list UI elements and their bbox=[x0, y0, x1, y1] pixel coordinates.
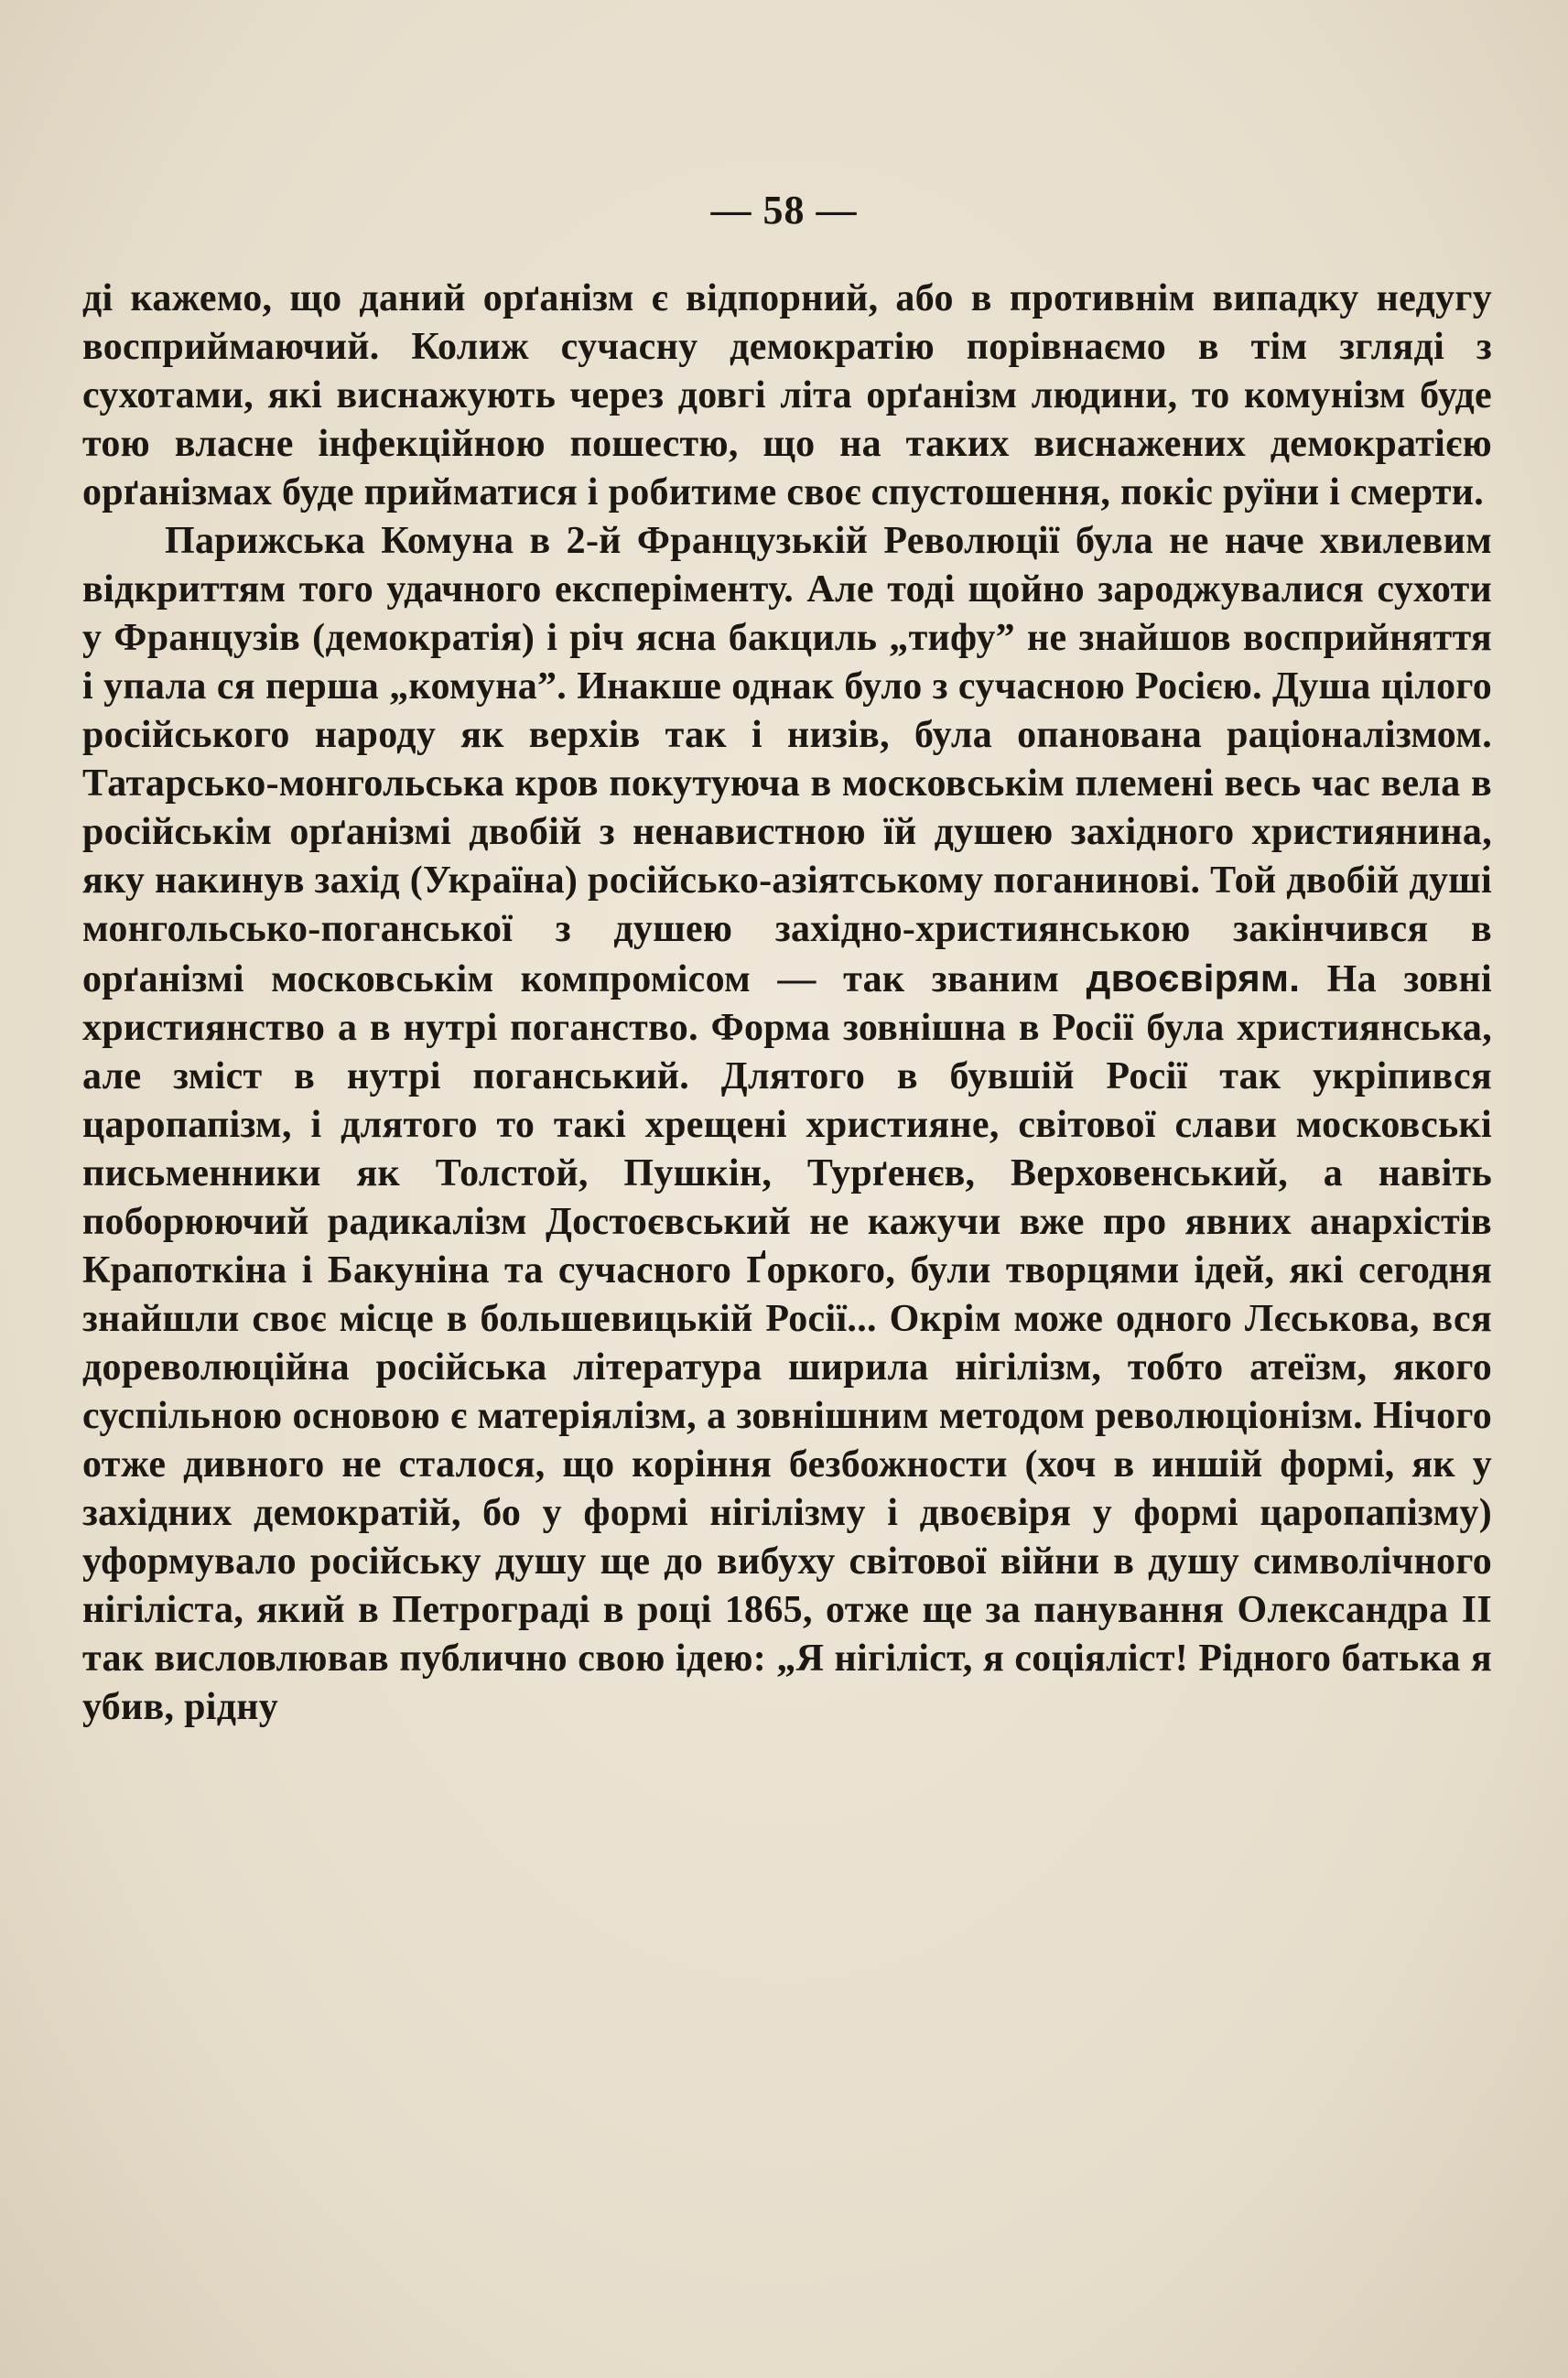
paragraph-2 bbox=[82, 517, 1492, 1732]
page-number: — 58 — bbox=[710, 188, 858, 232]
paragraph-2-text-before: Парижська Комуна в 2-й Французькій Революції була не наче хвилевим відкриттям того удачного експеріменту. Але тоді щойно зароджувалися сухоти у Французів (демократія) і річ ясна бакциль „тифу” не знайшов восприйняття і упала ся перша „комуна”. Инакше однак було з сучасною Росією. Душа цілого російського народу як верхів так і низів, була опанована раціоналізмом. Татарсько-монгольська кров покутуюча в московськім племені весь час вела в російськім орґанізмі двобій з ненавистною їй душею західного християнина, яку накинув захід (Україна) російсько-азіятському поганинові. Той двобій душі монгольсько-поганської з душею західно-християнською закінчився в орґанізмі московськім компромісом — так званим bbox=[82, 520, 1492, 1000]
paragraph-2-text-after: На зовні християнство а в нутрі поганство. Форма зовнішна в Росії була християнська, але зміст в нутрі поганський. Длятого в бувшій Росії так укріпився царопапізм, і длятого то такі хрещені християне, світової слави московські письменники як Толстой, Пушкін, Турґенєв, Верховенський, а навіть поборюючий радикалізм Достоєвський не кажучи вже про явних анархістів Крапоткіна і Бакуніна та сучасного Ґоркого, були творцями ідей, які сегодня знайшли своє місце в большевицькій Росії... Окрім може одного Лєськова, вся дореволюційна російська література ширила нігілізм, тобто атеїзм, якого суспільною основою є матеріялізм, а зовнішним методом революціонізм. Нічого отже дивного не сталося, що коріння безбожности (хоч в иншій формі, як у західних демократій, бо у формі нігілізму і двоєвіря у формі царопапізму) уформувало російську душу ще до вибуху світової війни в душу символічного нігіліста, який в Петрограді в році 1865, отже ще за панування Олександра II так висловлював публично свою ідею: „Я нігіліст, я соціяліст! Рідного батька я убив, рідну bbox=[82, 958, 1492, 1728]
body-text bbox=[82, 275, 1492, 1732]
emphasized-term: двоєвірям. bbox=[1086, 957, 1301, 1000]
paragraph-1: ді кажемо, що даний орґанізм є відпорний, або в противнім випадку недугу восприймаючий. Колиж сучасну демократію порівнаємо в тім зглядi з сухотами, які виснажують через довгі літа орґанізм людини, то комунізм буде тою власне інфекційною пошестю, що на таких виснажених демократією орґанізмах буде прийматися і робитиме своє спустошення, покіс руїни і смерти. bbox=[82, 277, 1492, 513]
